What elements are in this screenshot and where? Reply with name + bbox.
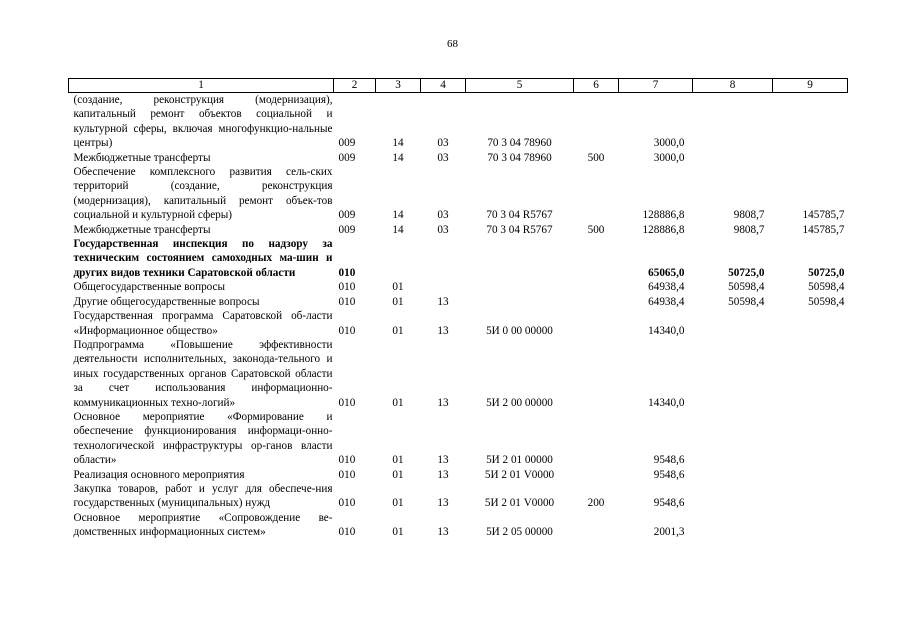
header-col-8: 8 — [693, 79, 773, 93]
row-description: Другие общегосударственные вопросы — [73, 295, 260, 308]
cell-col-5: 5И 2 01 00000 — [486, 454, 553, 467]
cell-col-2: 010 — [338, 526, 356, 539]
table-row — [69, 410, 848, 468]
row-description: Государственная инспекция по надзору за техническим состоянием самоходных ма-шин и других видов техники Саратовской области — [73, 238, 333, 279]
table-row — [69, 151, 848, 165]
cell-col-6 — [574, 93, 619, 151]
cell-col-5: 70 3 04 78960 — [487, 151, 552, 164]
cell-col-9 — [773, 482, 848, 511]
cell-col-9: 145785,7 — [802, 223, 845, 236]
table-row — [69, 511, 848, 540]
cell-col-4: 13 — [437, 454, 449, 467]
cell-col-5: 5И 2 01 V0000 — [484, 497, 555, 510]
table-row — [69, 309, 848, 338]
cell-col-3: 01 — [392, 468, 404, 481]
cell-col-7: 2001,3 — [653, 526, 685, 539]
cell-col-4: 13 — [437, 396, 449, 409]
cell-col-5 — [466, 295, 574, 309]
cell-col-8 — [693, 468, 773, 482]
cell-col-4: 13 — [437, 324, 449, 337]
cell-col-7: 128886,8 — [642, 223, 685, 236]
cell-col-7: 9548,6 — [653, 454, 685, 467]
cell-col-6 — [574, 295, 619, 309]
cell-col-7: 3000,0 — [653, 137, 685, 150]
header-col-7: 7 — [619, 79, 693, 93]
cell-col-8 — [693, 93, 773, 151]
row-description: Подпрограмма «Повышение эффективности деятельности исполнительных, законода-тельного и иных государственных органов Саратовской области за счет использования информационно-коммуникационных техно-логий» — [73, 338, 333, 409]
cell-col-4: 13 — [437, 295, 449, 308]
cell-col-9: 50598,4 — [808, 281, 845, 294]
cell-col-6 — [574, 511, 619, 540]
row-description: Закупка товаров, работ и услуг для обеспече-ния государственных (муниципальных) нужд — [73, 482, 333, 510]
cell-col-5: 5И 0 00 00000 — [486, 324, 553, 337]
cell-col-7: 9548,6 — [653, 468, 685, 481]
cell-col-4 — [421, 237, 466, 280]
cell-col-2: 010 — [338, 396, 356, 409]
cell-col-7: 3000,0 — [653, 151, 685, 164]
cell-col-5 — [466, 237, 574, 280]
cell-col-5 — [466, 280, 574, 294]
row-description: Межбюджетные трансферты — [73, 223, 211, 236]
header-col-2: 2 — [334, 79, 376, 93]
cell-col-9 — [773, 309, 848, 338]
cell-col-9 — [773, 511, 848, 540]
table-row — [69, 468, 848, 482]
cell-col-4: 03 — [437, 137, 449, 150]
cell-col-7: 14340,0 — [648, 324, 685, 337]
cell-col-8 — [693, 338, 773, 410]
cell-col-8: 50598,4 — [728, 295, 765, 308]
cell-col-3: 01 — [392, 281, 404, 294]
header-col-6: 6 — [574, 79, 619, 93]
row-description: Реализация основного мероприятия — [73, 468, 245, 481]
cell-col-9: 50725,0 — [808, 266, 845, 279]
cell-col-8 — [693, 511, 773, 540]
row-description: Обеспечение комплексного развития сель-ских территорий (создание, реконструкция (модернизация), капитальный ремонт объек-тов социальной и культурной сферы) — [73, 166, 333, 222]
cell-col-5: 70 3 04 R5767 — [486, 209, 553, 222]
row-description: Общегосударственные вопросы — [73, 281, 226, 294]
table-row — [69, 165, 848, 223]
cell-col-3: 01 — [392, 396, 404, 409]
cell-col-7: 64938,4 — [648, 281, 685, 294]
row-description: Основное мероприятие «Формирование и обеспечение функционирования информаци-онно-технологической инфраструктуры ор-ганов власти области» — [73, 410, 333, 467]
cell-col-6 — [574, 468, 619, 482]
header-col-5: 5 — [466, 79, 574, 93]
cell-col-5: 5И 2 05 00000 — [486, 526, 553, 539]
cell-col-7: 64938,4 — [648, 295, 685, 308]
cell-col-4: 13 — [437, 497, 449, 510]
cell-col-4: 13 — [437, 526, 449, 539]
cell-col-3 — [376, 237, 421, 280]
cell-col-5: 70 3 04 78960 — [487, 137, 552, 150]
cell-col-2: 010 — [338, 497, 356, 510]
cell-col-8 — [693, 309, 773, 338]
table-row — [69, 93, 848, 151]
cell-col-9: 145785,7 — [802, 209, 845, 222]
row-description: (создание, реконструкция (модернизация), капитальный ремонт объектов социальной и культурной сферы, включая многофункцио-нальные центры) — [73, 94, 333, 150]
cell-col-6 — [574, 237, 619, 280]
table-row — [69, 295, 848, 309]
cell-col-2: 010 — [338, 324, 356, 337]
cell-col-4: 03 — [437, 223, 449, 236]
cell-col-5: 5И 2 00 00000 — [486, 396, 553, 409]
cell-col-5: 5И 2 01 V0000 — [484, 468, 555, 481]
cell-col-3: 01 — [392, 526, 404, 539]
cell-col-3: 14 — [392, 137, 404, 150]
table-row-section — [69, 237, 848, 280]
cell-col-2: 009 — [338, 209, 356, 222]
header-col-4: 4 — [421, 79, 466, 93]
cell-col-6 — [574, 410, 619, 468]
row-description: Основное мероприятие «Сопровождение ве-домственных информационных систем» — [73, 511, 333, 539]
cell-col-4 — [421, 280, 466, 294]
cell-col-7: 128886,8 — [642, 209, 685, 222]
cell-col-9 — [773, 93, 848, 151]
cell-col-5: 70 3 04 R5767 — [486, 223, 553, 236]
table-row — [69, 482, 848, 511]
cell-col-9 — [773, 338, 848, 410]
cell-col-4: 03 — [437, 151, 449, 164]
row-description: Межбюджетные трансферты — [73, 151, 211, 164]
cell-col-6 — [574, 165, 619, 223]
cell-col-2: 010 — [338, 468, 356, 481]
cell-col-6: 500 — [587, 223, 605, 236]
table-row — [69, 223, 848, 237]
cell-col-2: 010 — [338, 454, 356, 467]
table-row — [69, 338, 848, 410]
cell-col-8: 50725,0 — [728, 266, 765, 279]
cell-col-2: 010 — [338, 281, 356, 294]
cell-col-6 — [574, 280, 619, 294]
cell-col-7: 9548,6 — [653, 497, 685, 510]
header-col-9: 9 — [773, 79, 848, 93]
header-row — [69, 79, 848, 93]
cell-col-2: 010 — [338, 295, 356, 308]
cell-col-8: 9808,7 — [733, 223, 765, 236]
cell-col-8: 50598,4 — [728, 281, 765, 294]
cell-col-6: 200 — [587, 497, 605, 510]
cell-col-7: 65065,0 — [648, 266, 685, 279]
cell-col-3: 01 — [392, 497, 404, 510]
cell-col-4: 13 — [437, 468, 449, 481]
cell-col-8 — [693, 482, 773, 511]
row-description: Государственная программа Саратовской об-ласти «Информационное общество» — [73, 310, 333, 337]
cell-col-3: 14 — [392, 151, 404, 164]
cell-col-2: 009 — [338, 223, 356, 236]
cell-col-3: 01 — [392, 324, 404, 337]
cell-col-3: 01 — [392, 454, 404, 467]
cell-col-3: 01 — [392, 295, 404, 308]
header-col-1: 1 — [69, 79, 334, 93]
cell-col-8 — [693, 151, 773, 165]
cell-col-8: 9808,7 — [733, 209, 765, 222]
cell-col-3: 14 — [392, 223, 404, 236]
cell-col-2: 009 — [338, 151, 356, 164]
cell-col-9 — [773, 410, 848, 468]
page-number: 68 — [447, 38, 458, 50]
cell-col-2: 009 — [338, 137, 356, 150]
cell-col-7: 14340,0 — [648, 396, 685, 409]
cell-col-6: 500 — [587, 151, 605, 164]
cell-col-2: 010 — [338, 266, 356, 279]
table-row — [69, 280, 848, 294]
cell-col-9 — [773, 468, 848, 482]
cell-col-4: 03 — [437, 209, 449, 222]
cell-col-8 — [693, 410, 773, 468]
cell-col-9 — [773, 151, 848, 165]
cell-col-6 — [574, 309, 619, 338]
budget-table — [68, 78, 848, 540]
cell-col-3: 14 — [392, 209, 404, 222]
cell-col-6 — [574, 338, 619, 410]
header-col-3: 3 — [376, 79, 421, 93]
cell-col-9: 50598,4 — [808, 295, 845, 308]
